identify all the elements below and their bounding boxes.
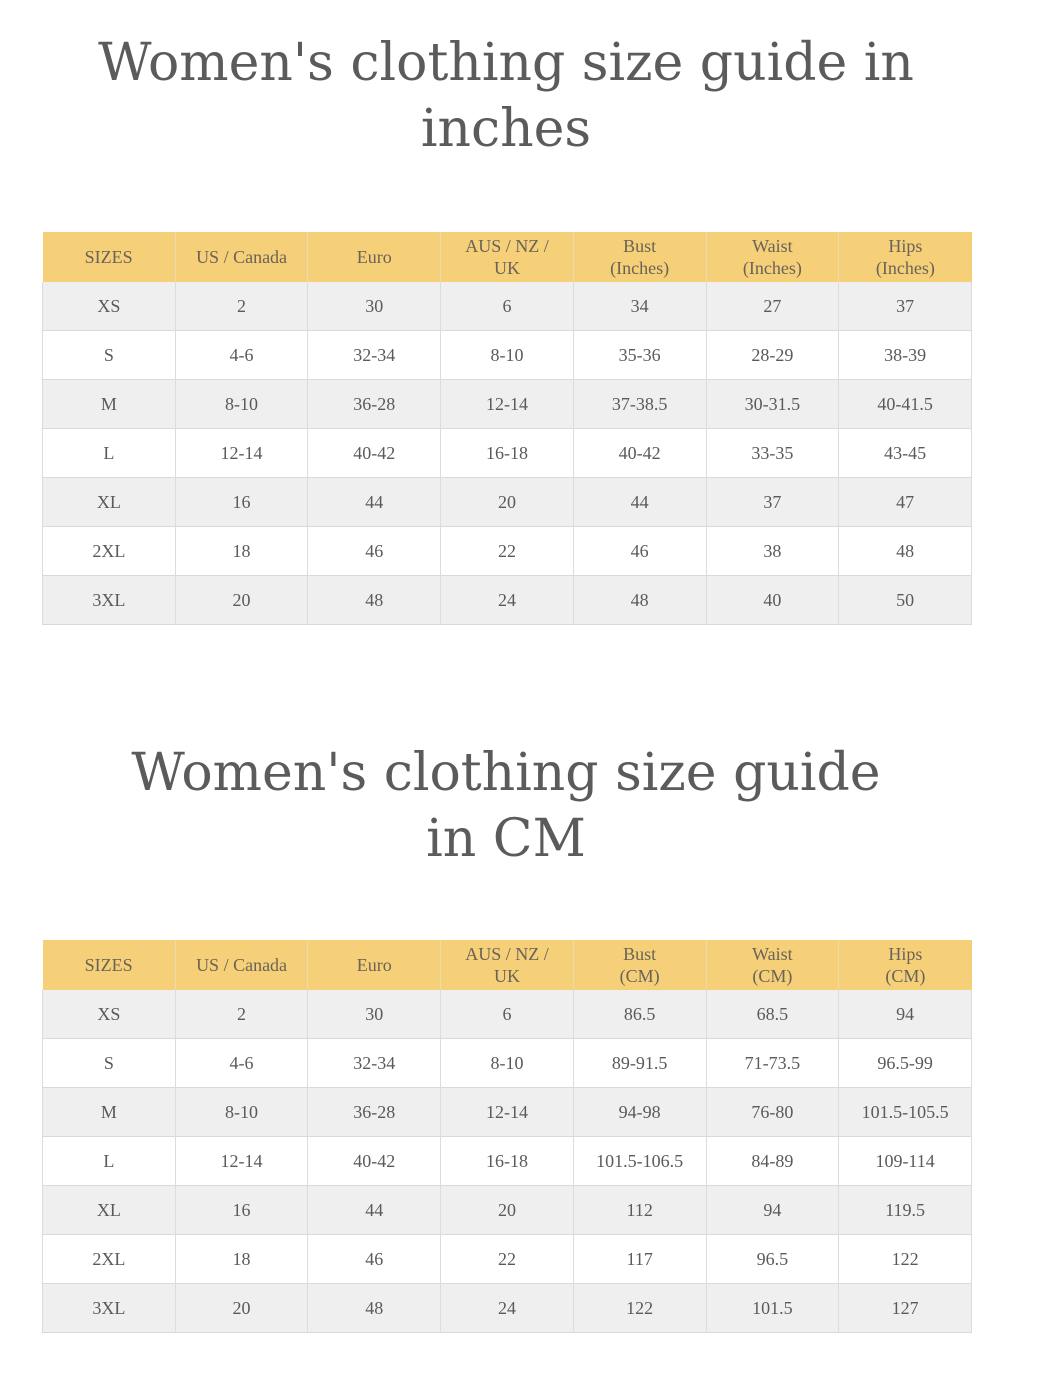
size-label-cell: M (43, 380, 176, 429)
table-cell: 18 (175, 527, 308, 576)
table-cell: 94-98 (573, 1088, 706, 1137)
table-cell: 119.5 (839, 1186, 972, 1235)
column-header-line: SIZES (84, 247, 133, 267)
column-header (839, 232, 972, 282)
table-cell: 48 (308, 1284, 441, 1333)
table-cell: 43-45 (839, 429, 972, 478)
table-cell: 20 (441, 1186, 574, 1235)
column-header (706, 940, 839, 990)
column-header-line: Euro (356, 247, 392, 267)
inches-guide-title (0, 30, 1012, 162)
table-cell: 36-28 (308, 380, 441, 429)
table-cell: 30 (308, 990, 441, 1039)
table-cell: 8-10 (175, 380, 308, 429)
table-cell: 27 (706, 282, 839, 331)
column-header (573, 940, 706, 990)
table-cell: 46 (573, 527, 706, 576)
table-cell: 44 (573, 478, 706, 527)
table-cell: 30 (308, 282, 441, 331)
table-cell: 16-18 (441, 429, 574, 478)
column-header-line: AUS / NZ / (465, 944, 549, 964)
table-cell: 96.5 (706, 1235, 839, 1284)
table-cell: 40-42 (308, 1137, 441, 1186)
column-header-line: Hips (888, 236, 923, 256)
table-cell: 32-34 (308, 331, 441, 380)
table-cell: 30-31.5 (706, 380, 839, 429)
column-header-line: AUS / NZ / (465, 236, 549, 256)
title-line-1: Women's clothing size guide (131, 743, 881, 803)
table-cell: 40-41.5 (839, 380, 972, 429)
table-cell: 44 (308, 478, 441, 527)
table-cell: 20 (175, 576, 308, 625)
table-row (43, 380, 972, 429)
column-header (706, 232, 839, 282)
column-header-line: (CM) (752, 966, 793, 986)
table-row (43, 1137, 972, 1186)
table-cell: 44 (308, 1186, 441, 1235)
table-cell: 38-39 (839, 331, 972, 380)
column-header-line: (Inches) (610, 258, 670, 278)
table-cell: 96.5-99 (839, 1039, 972, 1088)
table-cell: 12-14 (441, 1088, 574, 1137)
table-cell: 101.5 (706, 1284, 839, 1333)
table-row (43, 576, 972, 625)
column-header-line: US / Canada (196, 955, 288, 975)
table-cell: 48 (839, 527, 972, 576)
size-label-cell: S (43, 1039, 176, 1088)
table-cell: 6 (441, 282, 574, 331)
column-header (441, 232, 574, 282)
table-cell: 18 (175, 1235, 308, 1284)
table-cell: 101.5-105.5 (839, 1088, 972, 1137)
column-header (43, 232, 176, 282)
table-cell: 24 (441, 576, 574, 625)
table-cell: 37-38.5 (573, 380, 706, 429)
table-cell: 86.5 (573, 990, 706, 1039)
table-row (43, 1284, 972, 1333)
column-header-line: Euro (356, 955, 392, 975)
table-cell: 101.5-106.5 (573, 1137, 706, 1186)
table-cell: 40-42 (308, 429, 441, 478)
table-cell: 109-114 (839, 1137, 972, 1186)
column-header (839, 940, 972, 990)
table-cell: 71-73.5 (706, 1039, 839, 1088)
table-cell: 127 (839, 1284, 972, 1333)
table-cell: 2 (175, 990, 308, 1039)
table-cell: 22 (441, 1235, 574, 1284)
table-cell: 48 (573, 576, 706, 625)
size-label-cell: L (43, 1137, 176, 1186)
column-header (43, 940, 176, 990)
table-header (43, 940, 972, 990)
size-label-cell: L (43, 429, 176, 478)
table-cell: 38 (706, 527, 839, 576)
table-cell: 8-10 (441, 1039, 574, 1088)
column-header-line: (Inches) (875, 258, 935, 278)
column-header-line: SIZES (84, 955, 133, 975)
title-line-2: in CM (426, 809, 586, 869)
table-cell: 33-35 (706, 429, 839, 478)
table-cell: 112 (573, 1186, 706, 1235)
column-header-line: UK (493, 258, 520, 278)
table-body (43, 990, 972, 1333)
table-cell: 4-6 (175, 1039, 308, 1088)
column-header-line: Waist (752, 236, 793, 256)
size-label-cell: XS (43, 282, 176, 331)
size-label-cell: 2XL (43, 527, 176, 576)
title-line-1: Women's clothing size guide in (98, 33, 914, 93)
size-label-cell: 3XL (43, 1284, 176, 1333)
table-row (43, 478, 972, 527)
table-cell: 32-34 (308, 1039, 441, 1088)
cm-size-table (42, 940, 972, 1333)
table-row (43, 527, 972, 576)
size-label-cell: S (43, 331, 176, 380)
table-cell: 89-91.5 (573, 1039, 706, 1088)
table-cell: 122 (839, 1235, 972, 1284)
table-cell: 117 (573, 1235, 706, 1284)
title-line-2: inches (420, 99, 592, 159)
table-row (43, 1088, 972, 1137)
table-cell: 35-36 (573, 331, 706, 380)
size-label-cell: XL (43, 478, 176, 527)
column-header-line: Waist (752, 944, 793, 964)
size-label-cell: XS (43, 990, 176, 1039)
table-cell: 40-42 (573, 429, 706, 478)
table-cell: 94 (839, 990, 972, 1039)
column-header (573, 232, 706, 282)
column-header-line: (Inches) (742, 258, 802, 278)
table-row (43, 1039, 972, 1088)
column-header-line: (CM) (885, 966, 926, 986)
table-cell: 48 (308, 576, 441, 625)
table-row (43, 282, 972, 331)
table-cell: 46 (308, 527, 441, 576)
table-cell: 50 (839, 576, 972, 625)
column-header (175, 940, 308, 990)
table-cell: 46 (308, 1235, 441, 1284)
table-row (43, 990, 972, 1039)
table-cell: 8-10 (175, 1088, 308, 1137)
table-cell: 12-14 (441, 380, 574, 429)
size-label-cell: M (43, 1088, 176, 1137)
table-cell: 2 (175, 282, 308, 331)
column-header-line: (CM) (619, 966, 660, 986)
table-row (43, 1186, 972, 1235)
table-cell: 76-80 (706, 1088, 839, 1137)
table-cell: 40 (706, 576, 839, 625)
table-cell: 22 (441, 527, 574, 576)
table-cell: 20 (175, 1284, 308, 1333)
table-cell: 12-14 (175, 1137, 308, 1186)
table-cell: 4-6 (175, 331, 308, 380)
table-cell: 34 (573, 282, 706, 331)
column-header (441, 940, 574, 990)
table-cell: 84-89 (706, 1137, 839, 1186)
table-cell: 24 (441, 1284, 574, 1333)
table-cell: 20 (441, 478, 574, 527)
column-header (175, 232, 308, 282)
table-row (43, 331, 972, 380)
table-header (43, 232, 972, 282)
table-row (43, 1235, 972, 1284)
column-header (308, 940, 441, 990)
table-cell: 37 (839, 282, 972, 331)
column-header-line: Bust (623, 236, 657, 256)
table-cell: 16 (175, 1186, 308, 1235)
column-header-line: Bust (623, 944, 657, 964)
table-cell: 8-10 (441, 331, 574, 380)
table-cell: 16 (175, 478, 308, 527)
table-cell: 36-28 (308, 1088, 441, 1137)
column-header-line: Hips (888, 944, 923, 964)
table-body (43, 282, 972, 625)
table-cell: 37 (706, 478, 839, 527)
inches-size-table (42, 232, 972, 625)
table-cell: 28-29 (706, 331, 839, 380)
size-label-cell: 3XL (43, 576, 176, 625)
table-cell: 16-18 (441, 1137, 574, 1186)
table-row (43, 429, 972, 478)
table-cell: 12-14 (175, 429, 308, 478)
size-label-cell: XL (43, 1186, 176, 1235)
table-cell: 122 (573, 1284, 706, 1333)
table-cell: 94 (706, 1186, 839, 1235)
size-label-cell: 2XL (43, 1235, 176, 1284)
cm-guide-title (0, 740, 1012, 872)
table-cell: 47 (839, 478, 972, 527)
table-cell: 6 (441, 990, 574, 1039)
column-header (308, 232, 441, 282)
table-cell: 68.5 (706, 990, 839, 1039)
column-header-line: US / Canada (196, 247, 288, 267)
column-header-line: UK (493, 966, 520, 986)
